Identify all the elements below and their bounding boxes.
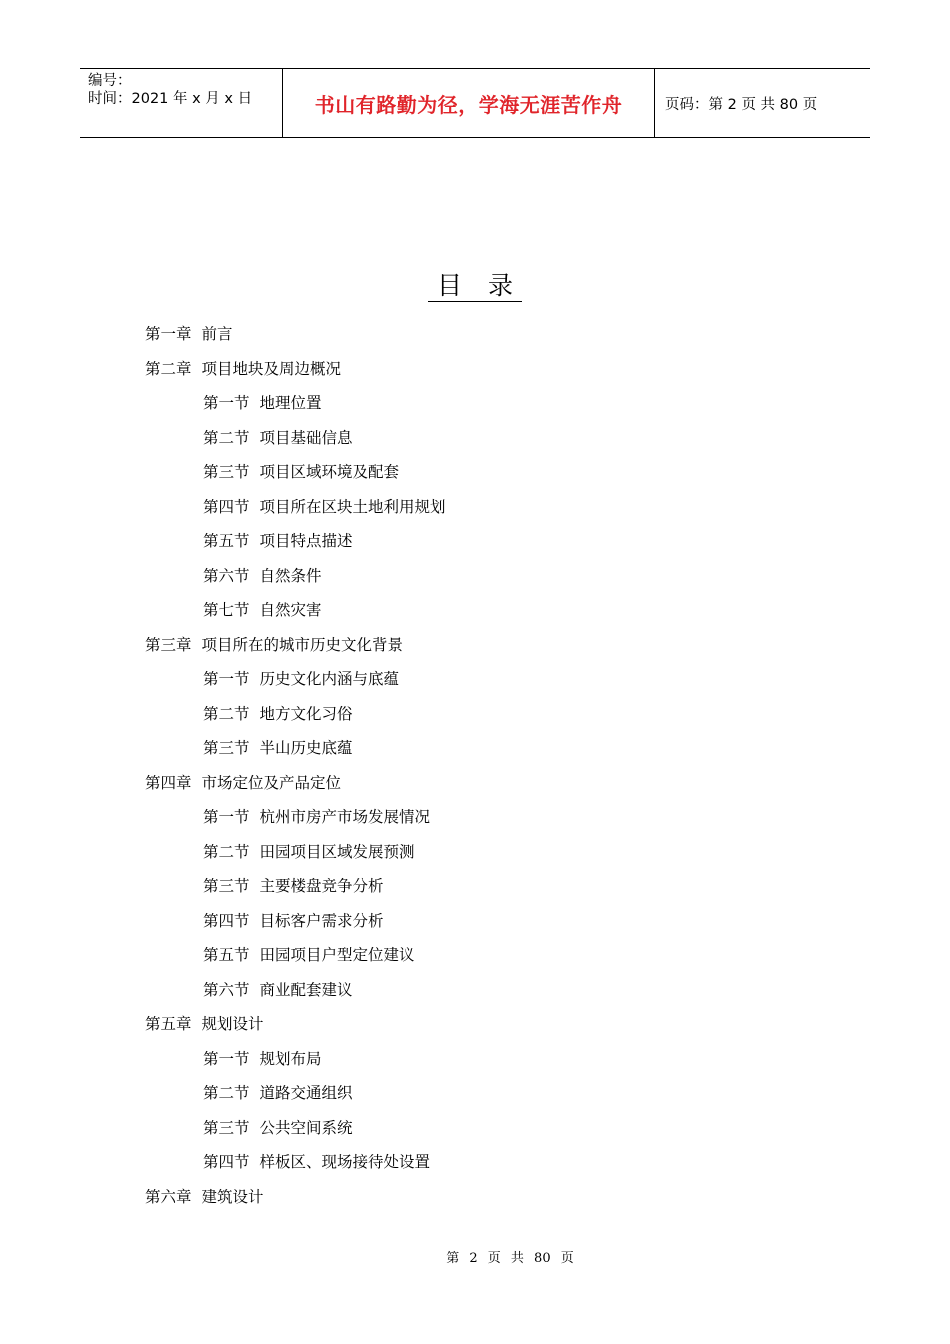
toc-entry-number: 第六节 <box>203 566 250 585</box>
toc-entry-number: 第一章 <box>145 325 192 343</box>
page-info: 页码：第 2 页 共 80 页 <box>665 96 818 113</box>
toc-entry-title: 目标客户需求分析 <box>259 911 384 930</box>
toc-entry-title: 样板区、现场接待处设置 <box>259 1153 431 1171</box>
toc-entry-number: 第六章 <box>145 1187 192 1206</box>
toc-chapter[interactable] <box>145 317 845 352</box>
toc-section[interactable] <box>145 869 845 904</box>
toc-entry-title: 项目所在区块土地利用规划 <box>259 497 446 516</box>
toc-entry-title: 公共空间系统 <box>259 1118 353 1137</box>
toc-entry-number: 第五节 <box>203 532 250 550</box>
toc-entry-title: 历史文化内涵与底蕴 <box>259 670 400 688</box>
toc-section[interactable] <box>145 1076 845 1111</box>
toc-entry-title: 商业配套建议 <box>259 980 353 999</box>
toc-section[interactable] <box>145 593 845 628</box>
toc-entry-title: 项目地块及周边概况 <box>201 359 342 378</box>
toc-section[interactable] <box>145 835 845 870</box>
toc-section[interactable] <box>145 1042 845 1077</box>
toc-entry-number: 第四节 <box>203 497 250 516</box>
toc-entry-number: 第三节 <box>203 1118 250 1137</box>
toc-section[interactable] <box>145 524 845 559</box>
toc-entry-title: 项目特点描述 <box>259 532 353 550</box>
toc-entry-number: 第四节 <box>203 911 250 930</box>
toc-entry-title: 建筑设计 <box>201 1187 264 1206</box>
toc-entry-number: 第一节 <box>203 808 250 826</box>
toc-section[interactable] <box>145 421 845 456</box>
toc-entry-number: 第五节 <box>203 946 250 964</box>
toc-chapter[interactable] <box>145 628 845 663</box>
toc-entry-title: 自然灾害 <box>259 601 322 619</box>
toc-entry-number: 第三章 <box>145 635 192 654</box>
toc-entry-title: 项目基础信息 <box>259 428 353 447</box>
toc-section[interactable] <box>145 662 845 697</box>
footer-page-number: 第 2 页 共 80 页 <box>446 1251 574 1266</box>
toc-chapter[interactable] <box>145 1007 845 1042</box>
toc-entry-title: 田园项目户型定位建议 <box>259 946 415 964</box>
toc-entry-title: 地理位置 <box>259 394 322 412</box>
toc-section[interactable] <box>145 800 845 835</box>
header-motto: 书山有路勤为径，学海无涯苦作舟 <box>314 92 623 117</box>
toc-entry-title: 田园项目区域发展预测 <box>259 842 415 861</box>
toc-entry-title: 规划布局 <box>259 1049 322 1068</box>
toc-title-text: 目 录 <box>428 271 522 302</box>
toc-section[interactable] <box>145 697 845 732</box>
toc-section[interactable] <box>145 386 845 421</box>
toc-entry-title: 杭州市房产市场发展情况 <box>259 808 431 826</box>
toc-section[interactable] <box>145 904 845 939</box>
time-label: 时间：2021 年 x 月 x 日 <box>88 91 253 107</box>
toc-entry-number: 第二节 <box>203 704 250 723</box>
toc-entry-number: 第四章 <box>145 773 192 792</box>
toc-entry-title: 前言 <box>201 325 233 343</box>
toc-entry-number: 第二章 <box>145 359 192 378</box>
toc-chapter[interactable] <box>145 1180 845 1215</box>
toc-entry-title: 道路交通组织 <box>259 1084 353 1102</box>
header-page-info <box>655 69 870 137</box>
toc-section[interactable] <box>145 559 845 594</box>
page-header <box>80 68 870 138</box>
toc-entry-number: 第五章 <box>145 1015 192 1033</box>
toc-entry-number: 第一节 <box>203 670 250 688</box>
toc-chapter[interactable] <box>145 352 845 387</box>
toc-entry-number: 第二节 <box>203 428 250 447</box>
toc-chapter[interactable] <box>145 766 845 801</box>
toc-entry-title: 主要楼盘竞争分析 <box>259 877 384 895</box>
toc-section[interactable] <box>145 455 845 490</box>
page-footer <box>0 1247 950 1266</box>
toc-entry-title: 自然条件 <box>259 566 322 585</box>
toc-entry-number: 第六节 <box>203 980 250 999</box>
toc-entry-title: 市场定位及产品定位 <box>201 773 342 792</box>
toc-section[interactable] <box>145 1111 845 1146</box>
toc-entry-number: 第三节 <box>203 739 250 757</box>
header-meta <box>80 69 282 137</box>
toc-entry-number: 第二节 <box>203 842 250 861</box>
toc-entry-number: 第二节 <box>203 1084 250 1102</box>
toc-section[interactable] <box>145 1145 845 1180</box>
serial-label: 编号： <box>88 73 132 89</box>
toc-entry-number: 第四节 <box>203 1153 250 1171</box>
toc-section[interactable] <box>145 973 845 1008</box>
toc-entry-number: 第三节 <box>203 463 250 481</box>
table-of-contents <box>145 317 845 1214</box>
toc-section[interactable] <box>145 731 845 766</box>
toc-title <box>0 266 950 302</box>
toc-entry-number: 第一节 <box>203 1049 250 1068</box>
toc-entry-title: 地方文化习俗 <box>259 704 353 723</box>
toc-entry-number: 第三节 <box>203 877 250 895</box>
toc-entry-title: 规划设计 <box>201 1015 264 1033</box>
toc-section[interactable] <box>145 938 845 973</box>
toc-entry-number: 第七节 <box>203 601 250 619</box>
toc-entry-title: 半山历史底蕴 <box>259 739 353 757</box>
toc-entry-title: 项目区域环境及配套 <box>259 463 400 481</box>
toc-section[interactable] <box>145 490 845 525</box>
toc-entry-number: 第一节 <box>203 394 250 412</box>
header-motto-cell <box>282 69 655 137</box>
toc-entry-title: 项目所在的城市历史文化背景 <box>201 635 404 654</box>
